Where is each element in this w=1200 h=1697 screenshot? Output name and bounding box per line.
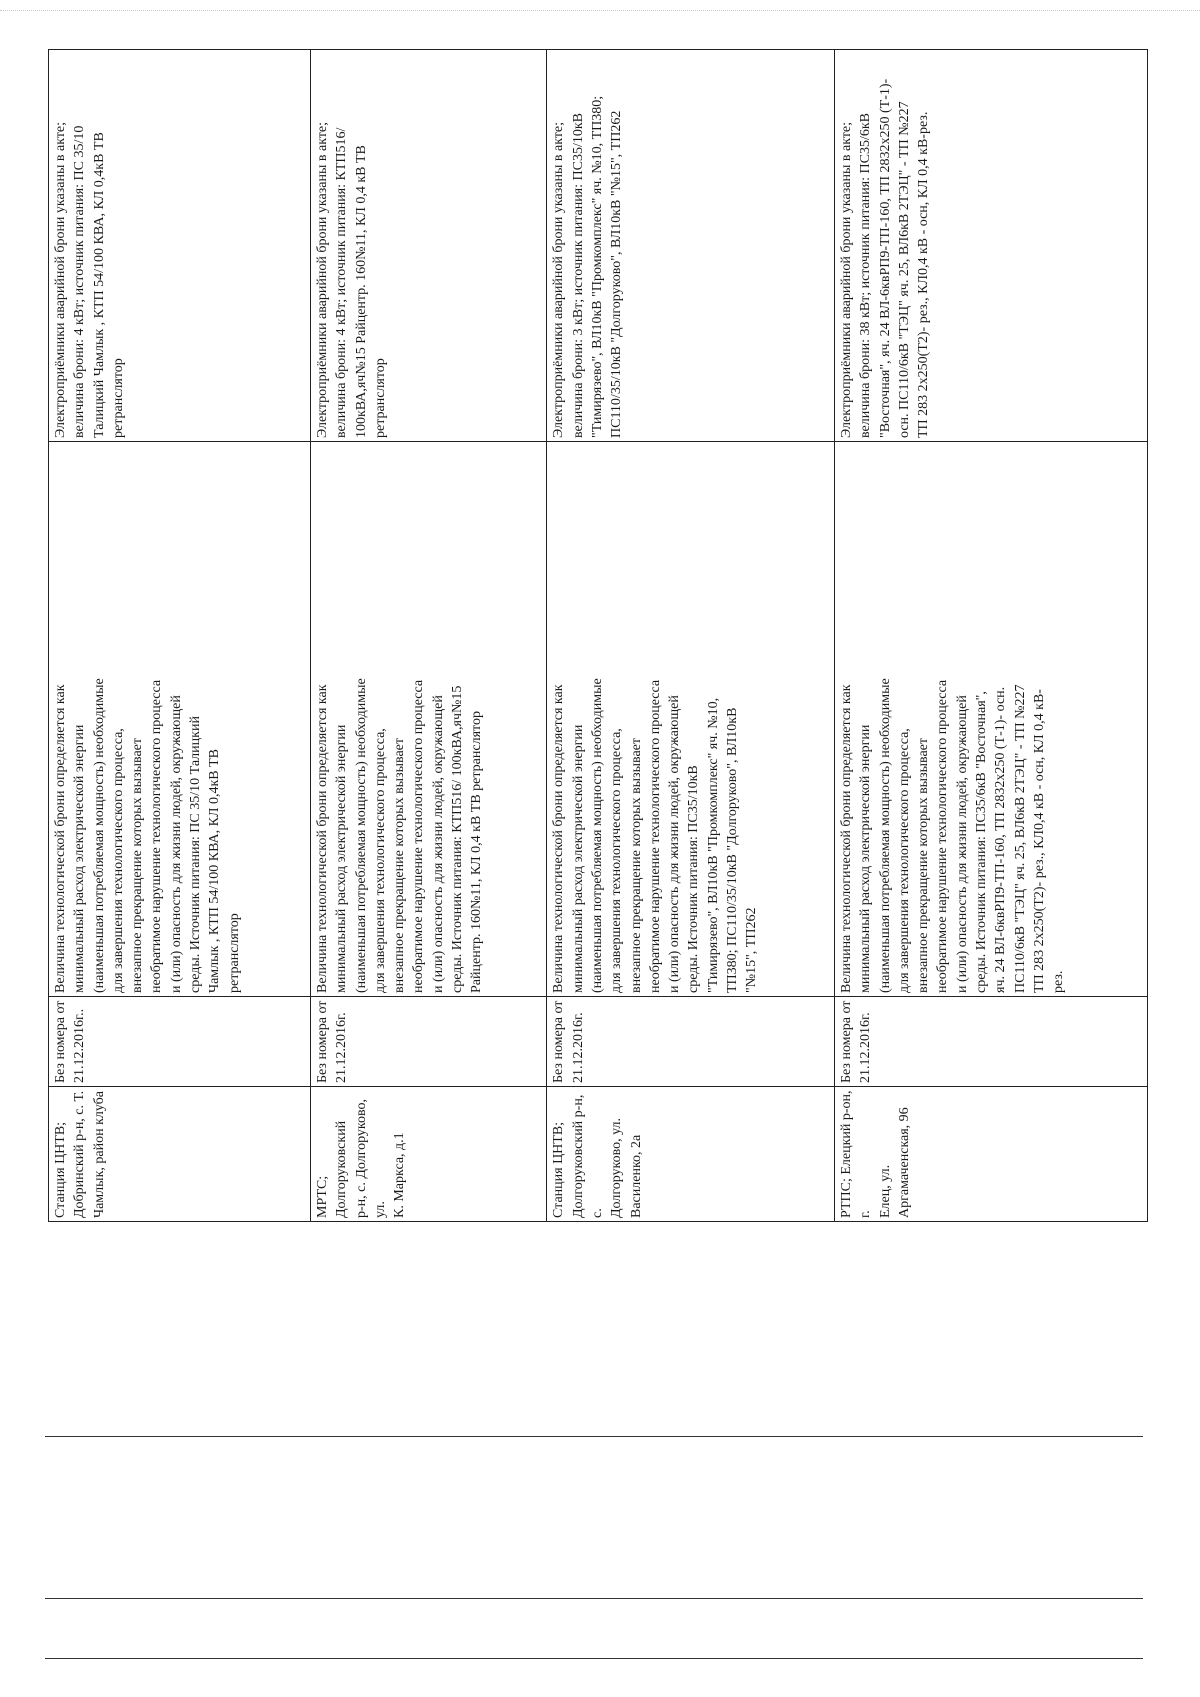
- power-reserve-table: [48, 49, 1148, 1222]
- signature-line: [45, 1658, 1143, 1659]
- act-cell: Без номера от 21.12.2016г.: [834, 997, 1147, 1087]
- table-row: [310, 50, 546, 1222]
- emergency-reserve-cell: Электроприёмники аварийной брони указаны в акте; величина брони: 4 кВт; источник питания: КТП516/ 100кВА,яч№15 Райцентр. 160№11, КЛ 0,4 кВ ТВ ретранслятор: [310, 50, 546, 442]
- justification-cell: Величина технологической брони определяется как минимальный расход электрической энергии (наименьшая потребляемая мощность) необходимые для завершения технологического процесса, внезапное прекращение которых вызывает необратимое нарушение технологического процесса и (или) опасность для жизни людей, окружающей среды. Источник питания: ПС35/10кВ "Тимирязево", ВЛ10кВ "Промкомплекс" яч. №10, ТП380; ПС110/35/10кВ "Долгоруково", ВЛ10кВ "№15", ТП262: [547, 442, 835, 997]
- station-cell: РТПС; Елецкий р-он, г. Елец, ул. Аргамаченская, 96: [834, 1087, 1147, 1222]
- emergency-reserve-cell: Электроприёмники аварийной брони указаны в акте; величина брони: 4 кВт; источник питания: ПС 35/10 Талицкий Чамлык , КТП 54/100 КВА, КЛ 0,4кВ ТВ ретранслятор: [49, 50, 311, 442]
- rotated-table-block: [48, 50, 1148, 1222]
- emergency-reserve-cell: Электроприёмники аварийной брони указаны в акте; величина брони: 3 кВт; источник питания: ПС35/10кВ "Тимирязево", ВЛ10кВ "Промкомплекс" яч. №10, ТП380; ПС110/35/10кВ "Долгоруково", ВЛ10кВ "№15", ТП262: [547, 50, 835, 442]
- table-row: [547, 50, 835, 1222]
- table-row: [49, 50, 311, 1222]
- emergency-reserve-cell: Электроприёмники аварийной брони указаны в акте; величина брони: 38 кВт; источник питания: ПС35/6кВ "Восточная", яч. 24 ВЛ-6квРП9-ТП-160, ТП 2832х250 (Т-1)- осн. ПС110/6кВ "ТЭЦ" яч. 25, ВЛ6кВ 2ТЭЦ" - ТП №227 ТП 283 2х250(Т2)- рез., КЛ0,4 кВ - осн, КЛ 0,4 кВ-рез.: [834, 50, 1147, 442]
- act-cell: Без номера от 21.12.2016г..: [49, 997, 311, 1087]
- station-cell: МРТС; Долгоруковский р-н, с. Долгоруково, ул. К. Маркса, д.1: [310, 1087, 546, 1222]
- justification-cell: Величина технологической брони определяется как минимальный расход электрической энергии (наименьшая потребляемая мощность) необходимые для завершения технологического процесса, внезапное прекращение которых вызывает необратимое нарушение технологического процесса и (или) опасность для жизни людей, окружающей среды. Источник питания: ПС35/6кВ "Восточная", яч. 24 ВЛ-6квРП9-ТП-160, ТП 2832х250 (Т-1)- осн. ПС110/6кВ "ТЭЦ" яч. 25, ВЛ6кВ 2ТЭЦ" - ТП №227 ТП 283 2х250(Т2)- рез., КЛ0,4 кВ - осн, КЛ 0,4 кВ- рез.: [834, 442, 1147, 997]
- justification-cell: Величина технологической брони определяется как минимальный расход электрической энергии (наименьшая потребляемая мощность) необходимые для завершения технологического процесса, внезапное прекращение которых вызывает необратимое нарушение технологического процесса и (или) опасность для жизни людей, окружающей среды. Источник питания: КТП516/ 100кВА,яч№15 Райцентр. 160№11, КЛ 0,4 кВ ТВ ретранслятор: [310, 442, 546, 997]
- signature-line: [45, 1598, 1143, 1599]
- act-cell: Без номера от 21.12.2016г.: [310, 997, 546, 1087]
- signature-line: [45, 1436, 1143, 1437]
- act-cell: Без номера от 21.12.2016г.: [547, 997, 835, 1087]
- page-top-edge: [0, 10, 1200, 11]
- justification-cell: Величина технологической брони определяется как минимальный расход электрической энергии (наименьшая потребляемая мощность) необходимые для завершения технологического процесса, внезапное прекращение которых вызывает необратимое нарушение технологического процесса и (или) опасность для жизни людей, окружающей среды. Источник питания: ПС 35/10 Талицкий Чамлык , КТП 54/100 КВА, КЛ 0,4кВ ТВ ретранслятор: [49, 442, 311, 997]
- station-cell: Станция ЦНТВ; Добринский р-н, с. Т. Чамлык, район клуба: [49, 1087, 311, 1222]
- table-row: [834, 50, 1147, 1222]
- station-cell: Станция ЦНТВ; Долгоруковский р-н, с. Долгоруково, ул. Василенко, 2а: [547, 1087, 835, 1222]
